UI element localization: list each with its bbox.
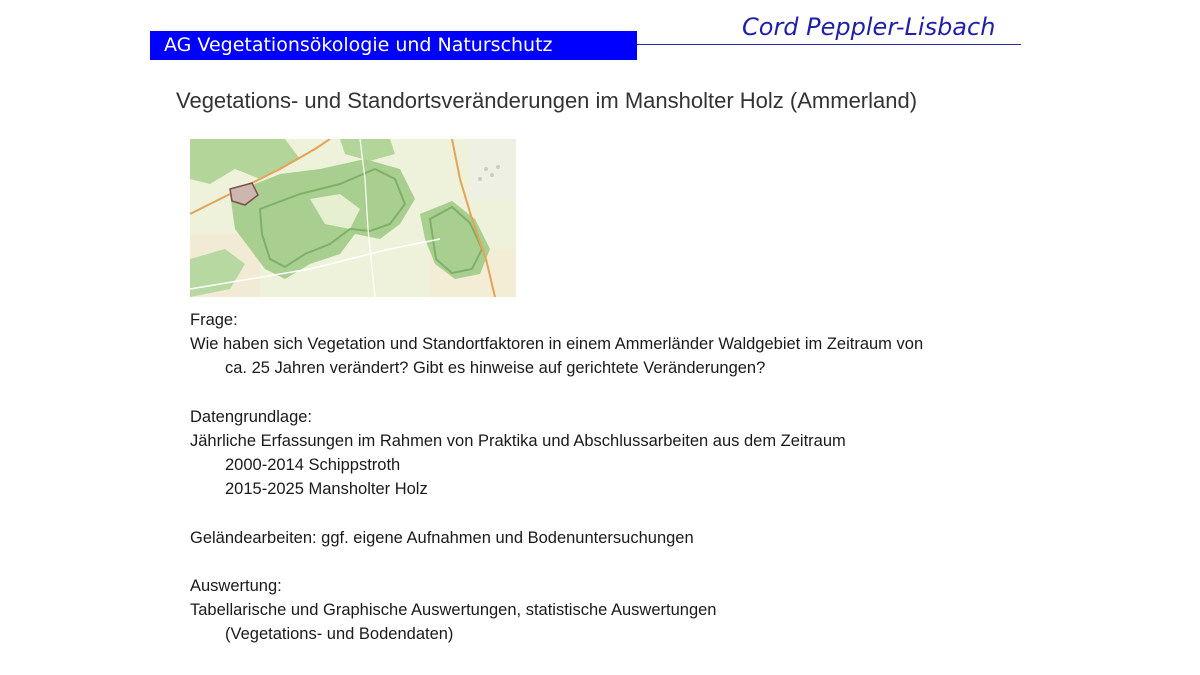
frage-line: ca. 25 Jahren verändert? Gibt es hinweise auf gerichtete Veränderungen?	[225, 359, 766, 378]
forest-area-map	[190, 139, 516, 297]
daten-period: 2000-2014 Schippstroth	[225, 456, 401, 475]
auswertung-line: (Vegetations- und Bodendaten)	[225, 625, 454, 644]
author-name: Cord Peppler-Lisbach	[742, 13, 996, 41]
daten-label: Datengrundlage:	[190, 407, 313, 426]
daten-period: 2015-2025 Mansholter Holz	[225, 480, 428, 499]
org-name: AG Vegetationsökologie und Naturschutz	[164, 34, 553, 56]
org-banner	[150, 31, 637, 60]
slide-title: Vegetations- und Standortsveränderungen im Mansholter Holz (Ammerland)	[176, 88, 918, 113]
frage-label: Frage:	[190, 311, 238, 329]
auswertung-label: Auswertung:	[190, 577, 282, 596]
gelaende-line: Geländearbeiten: ggf. eigene Aufnahmen und Bodenuntersuchungen	[190, 528, 694, 547]
auswertung-line: Tabellarische und Graphische Auswertungen, statistische Auswertungen	[190, 601, 717, 620]
slide-body	[190, 308, 1090, 647]
daten-line: Jährliche Erfassungen im Rahmen von Praktika und Abschlussarbeiten aus dem Zeitraum	[190, 431, 846, 450]
frage-line: Wie haben sich Vegetation und Standortfaktoren in einem Ammerländer Waldgebiet im Zeitraum von	[190, 335, 924, 354]
header-divider	[637, 44, 1021, 45]
